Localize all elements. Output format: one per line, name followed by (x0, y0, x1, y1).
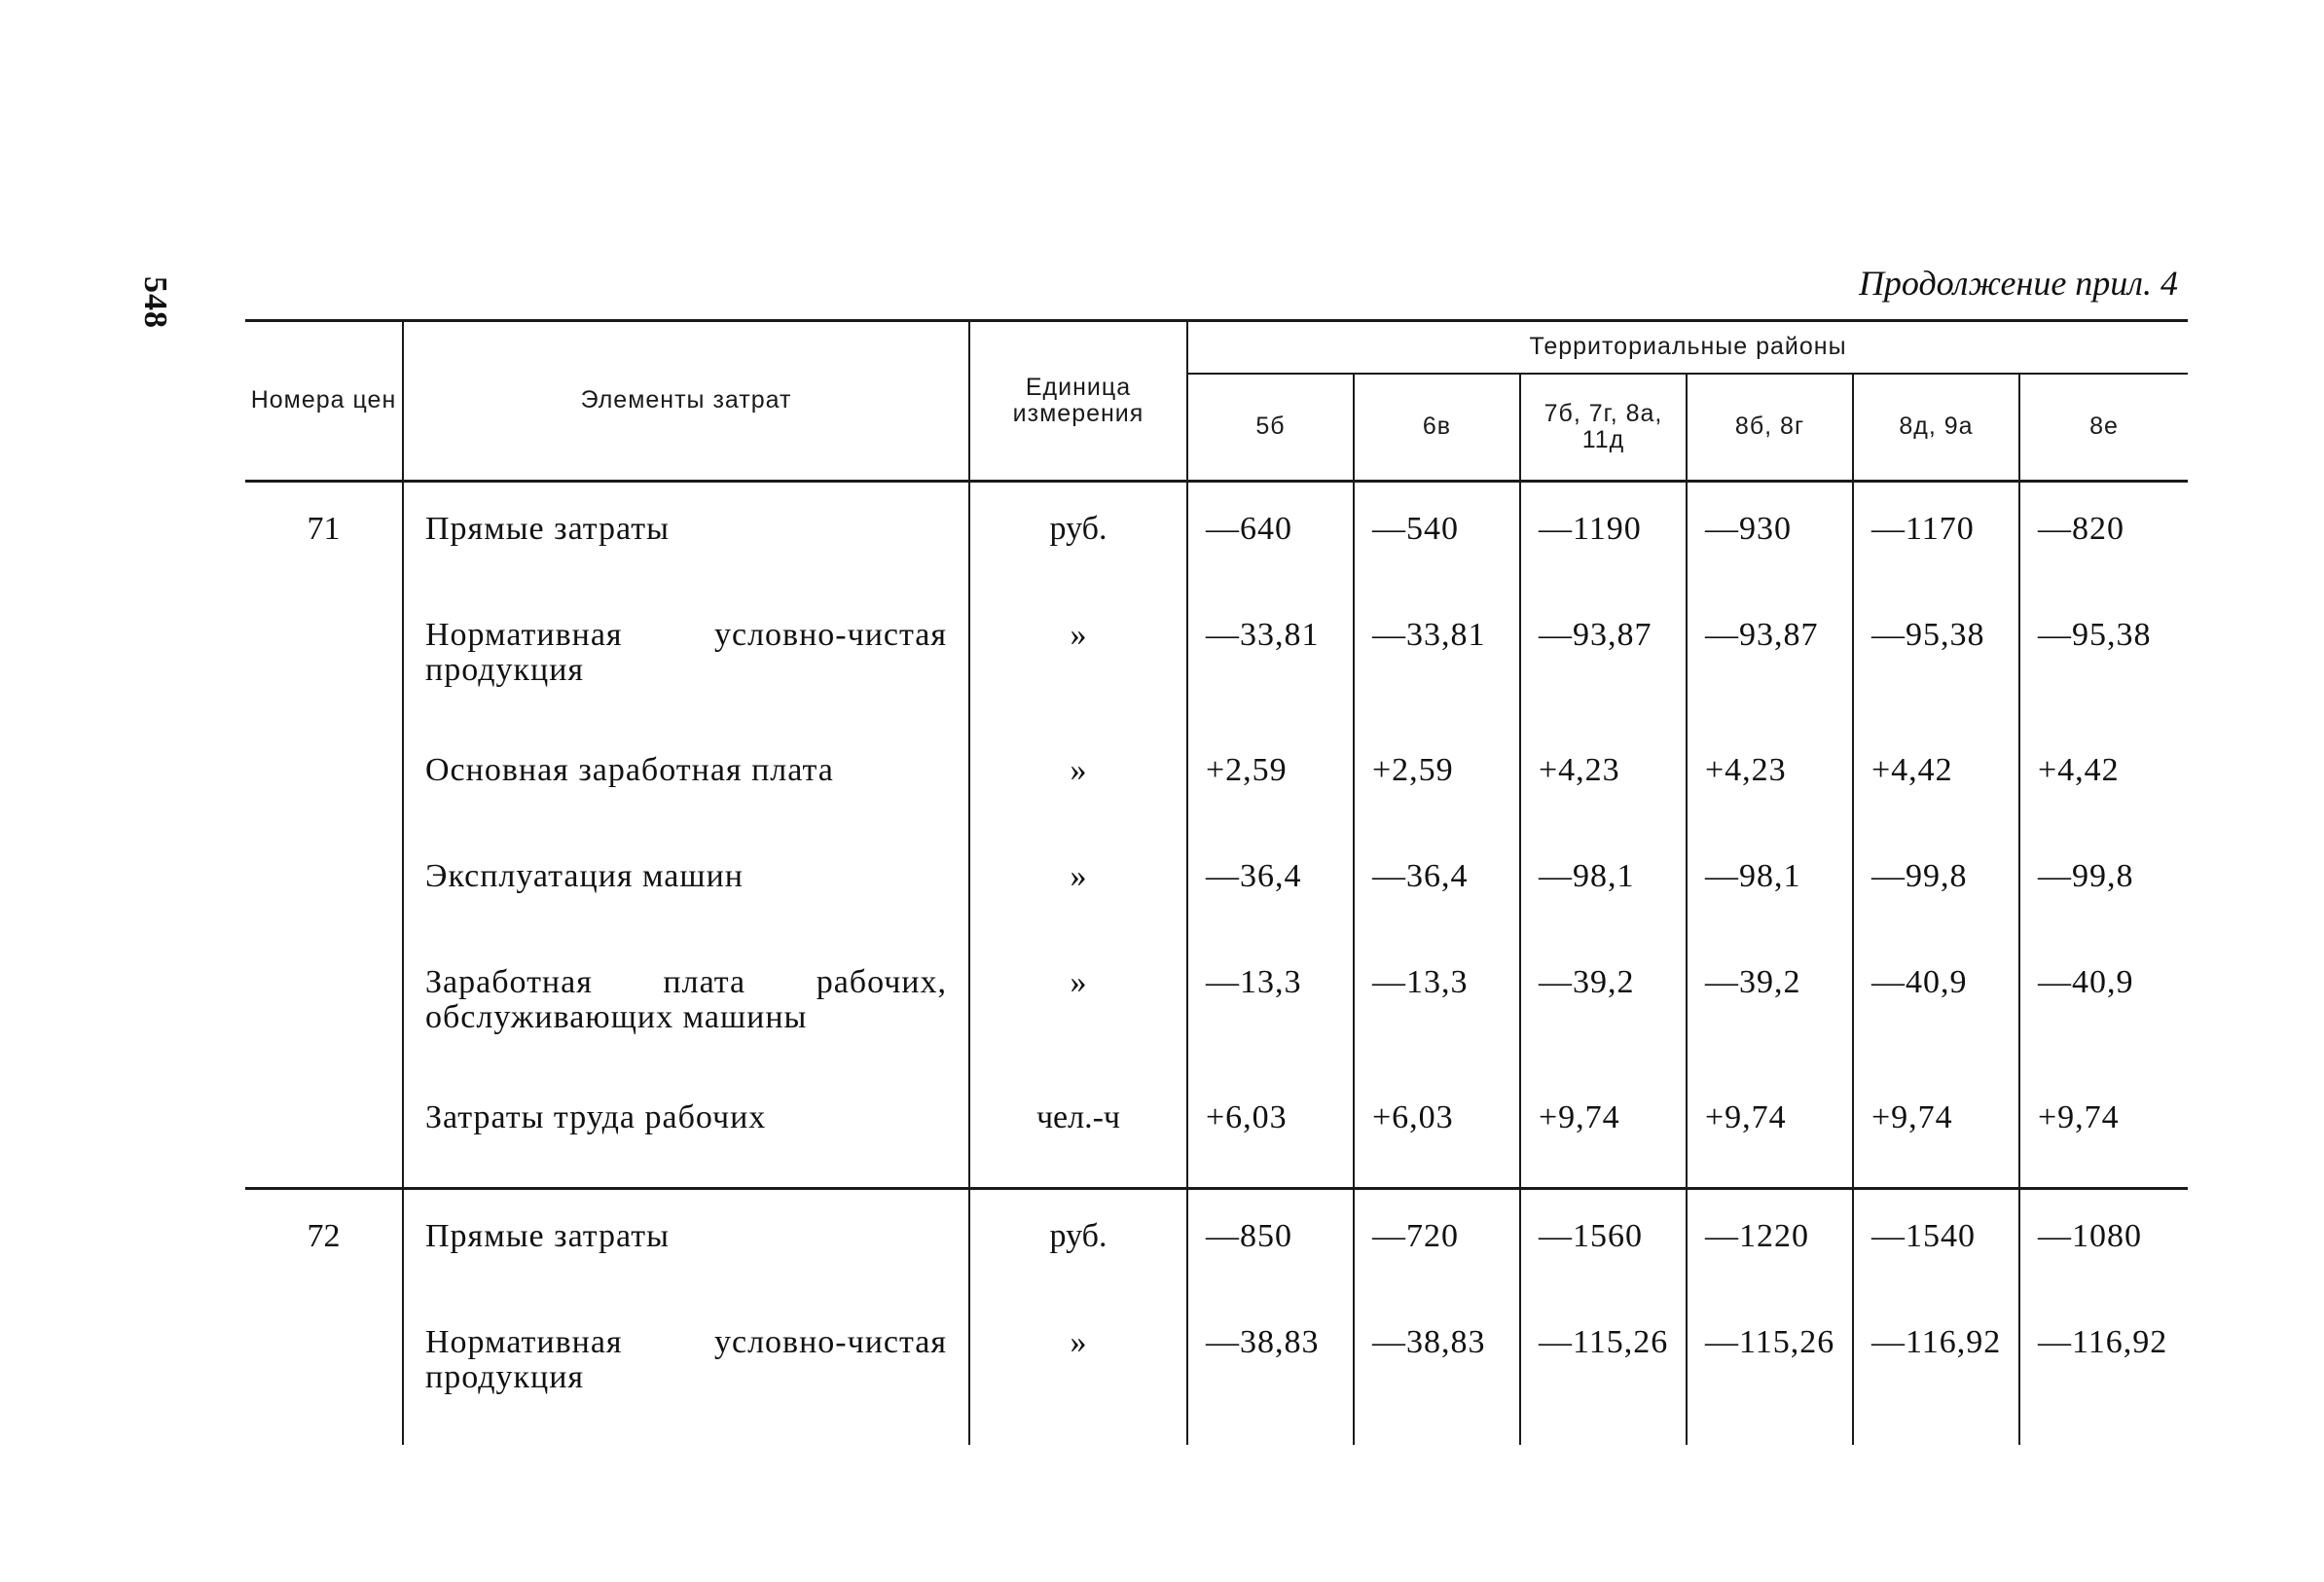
value-cell: —116,92 (1853, 1306, 2019, 1445)
unit-cell: » (969, 840, 1187, 946)
value-cell: —930 (1687, 492, 1853, 598)
header-cost-elements: Элементы затрат (403, 321, 969, 482)
table-row (245, 1306, 2188, 1445)
value-cell: +9,74 (2019, 1081, 2188, 1189)
value-cell: —1560 (1520, 1200, 1687, 1306)
value-cell: +2,59 (1187, 734, 1354, 840)
cost-element: Прямые затраты (403, 492, 969, 598)
cost-table (245, 319, 2188, 1445)
value-cell: —115,26 (1687, 1306, 1853, 1445)
value-cell: —95,38 (1853, 598, 2019, 734)
table-row (245, 598, 2188, 734)
value-cell: —36,4 (1354, 840, 1520, 946)
value-cell: +6,03 (1187, 1081, 1354, 1189)
cost-element: Заработная плата рабочих, обслуживающих машины (403, 946, 969, 1081)
table-row (245, 946, 2188, 1081)
value-cell: —99,8 (1853, 840, 2019, 946)
value-cell: +4,42 (1853, 734, 2019, 840)
value-cell: —640 (1187, 492, 1354, 598)
value-cell: —1170 (1853, 492, 2019, 598)
value-cell: —99,8 (2019, 840, 2188, 946)
header-district: 8е (2019, 374, 2188, 482)
table-row (245, 734, 2188, 840)
value-cell: —39,2 (1687, 946, 1853, 1081)
value-cell: +9,74 (1687, 1081, 1853, 1189)
unit-cell: » (969, 598, 1187, 734)
continuation-title: Продолжение прил. 4 (1858, 264, 2178, 303)
page-number: 548 (137, 276, 173, 329)
header-price-number: Номера цен (245, 321, 403, 482)
table-row (245, 1200, 2188, 1306)
value-cell: +4,23 (1520, 734, 1687, 840)
value-cell: —33,81 (1354, 598, 1520, 734)
value-cell: —36,4 (1187, 840, 1354, 946)
value-cell: —95,38 (2019, 598, 2188, 734)
value-cell: —850 (1187, 1200, 1354, 1306)
cost-element: Затраты труда рабочих (403, 1081, 969, 1189)
unit-cell: чел.-ч (969, 1081, 1187, 1189)
value-cell: +9,74 (1520, 1081, 1687, 1189)
unit-cell: руб. (969, 1200, 1187, 1306)
header-district: 6в (1354, 374, 1520, 482)
value-cell: +4,42 (2019, 734, 2188, 840)
cost-element: Основная заработная плата (403, 734, 969, 840)
cost-element: Нормативная условно-чистая продукция (403, 1306, 969, 1445)
value-cell: —33,81 (1187, 598, 1354, 734)
table-row (245, 840, 2188, 946)
value-cell: —1080 (2019, 1200, 2188, 1306)
cost-element: Прямые затраты (403, 1200, 969, 1306)
value-cell: —1220 (1687, 1200, 1853, 1306)
header-unit: Единица измерения (969, 321, 1187, 482)
header-districts: Территориальные районы (1187, 321, 2188, 375)
table-row (245, 492, 2188, 598)
price-number: 71 (307, 511, 341, 547)
value-cell: +9,74 (1853, 1081, 2019, 1189)
value-cell: —13,3 (1354, 946, 1520, 1081)
unit-cell: » (969, 1306, 1187, 1445)
value-cell: —115,26 (1520, 1306, 1687, 1445)
value-cell: —40,9 (2019, 946, 2188, 1081)
value-cell: —1540 (1853, 1200, 2019, 1306)
value-cell: —820 (2019, 492, 2188, 598)
unit-cell: руб. (969, 492, 1187, 598)
value-cell: —93,87 (1687, 598, 1853, 734)
table-row (245, 1081, 2188, 1189)
value-cell: —13,3 (1187, 946, 1354, 1081)
value-cell: —93,87 (1520, 598, 1687, 734)
value-cell: —98,1 (1520, 840, 1687, 946)
value-cell: —38,83 (1187, 1306, 1354, 1445)
value-cell: +2,59 (1354, 734, 1520, 840)
value-cell: —39,2 (1520, 946, 1687, 1081)
value-cell: +6,03 (1354, 1081, 1520, 1189)
value-cell: —720 (1354, 1200, 1520, 1306)
value-cell: —1190 (1520, 492, 1687, 598)
header-district: 8б, 8г (1687, 374, 1853, 482)
value-cell: —40,9 (1853, 946, 2019, 1081)
unit-cell: » (969, 946, 1187, 1081)
price-number: 72 (307, 1218, 341, 1254)
value-cell: —116,92 (2019, 1306, 2188, 1445)
value-cell: —98,1 (1687, 840, 1853, 946)
cost-element: Нормативная условно-чистая продукция (403, 598, 969, 734)
header-district: 7б, 7г, 8а, 11д (1520, 374, 1687, 482)
unit-cell: » (969, 734, 1187, 840)
value-cell: +4,23 (1687, 734, 1853, 840)
header-district: 5б (1187, 374, 1354, 482)
value-cell: —540 (1354, 492, 1520, 598)
value-cell: —38,83 (1354, 1306, 1520, 1445)
cost-element: Эксплуатация машин (403, 840, 969, 946)
header-district: 8д, 9а (1853, 374, 2019, 482)
